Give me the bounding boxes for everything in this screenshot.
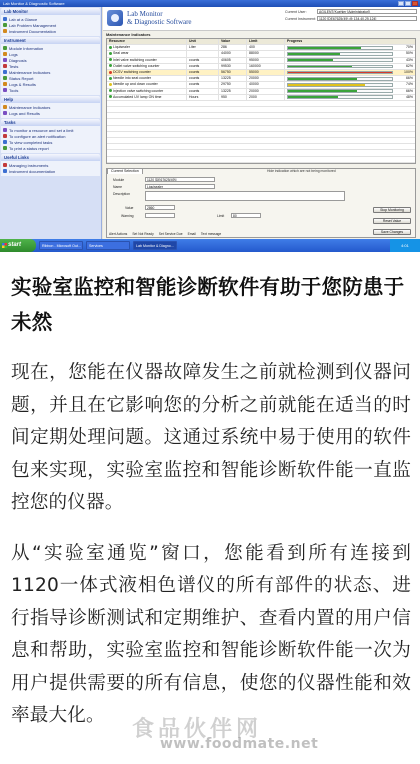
sidebar-item-label: To view completed tasks bbox=[9, 139, 53, 145]
sidebar-item-icon bbox=[3, 64, 7, 68]
taskbar-button[interactable]: Lab Monitor & Diagno... bbox=[133, 241, 177, 250]
name-field[interactable]: Liquisealer bbox=[145, 184, 215, 189]
sidebar-item-icon bbox=[3, 23, 7, 27]
sidebar-item[interactable] bbox=[3, 110, 98, 116]
table-cell-progress bbox=[285, 82, 395, 87]
app-header bbox=[103, 7, 420, 31]
value-field[interactable]: 2860 bbox=[145, 205, 175, 210]
table-cell-text: Injection valve switching counter bbox=[113, 88, 164, 93]
sidebar-group-title[interactable]: Help bbox=[1, 96, 100, 103]
sidebar-item-icon bbox=[3, 111, 7, 115]
sidebar-group-title[interactable]: Instrument bbox=[1, 37, 100, 44]
status-dot-icon bbox=[109, 83, 112, 86]
alert-action-tab[interactable]: Alert Actions bbox=[109, 232, 128, 236]
table-cell-text: 95000 bbox=[249, 57, 259, 62]
sidebar-item[interactable] bbox=[3, 145, 98, 151]
current-selection-panel bbox=[106, 168, 416, 238]
progress-percent: 70% bbox=[405, 45, 413, 50]
sidebar-item-label: To configure an alert notification bbox=[9, 133, 66, 139]
table-cell-text: 40605 bbox=[221, 57, 231, 62]
current-selection-tab[interactable]: Current Selection bbox=[107, 168, 143, 174]
table-cell-progress bbox=[285, 51, 395, 56]
table-cell-text: counts bbox=[189, 57, 200, 62]
sidebar-item-icon bbox=[3, 70, 7, 74]
sidebar-item[interactable] bbox=[3, 87, 98, 93]
system-clock: 4:01 bbox=[390, 239, 420, 252]
progress-percent: 66% bbox=[405, 76, 413, 81]
table-cell-resource bbox=[107, 51, 187, 56]
app-title-line1: Lab Monitor bbox=[127, 10, 163, 18]
maximize-icon[interactable] bbox=[405, 1, 411, 6]
table-cell-value bbox=[219, 51, 247, 56]
description-field[interactable] bbox=[145, 191, 345, 201]
sidebar bbox=[0, 7, 102, 239]
progress-fill bbox=[288, 53, 340, 55]
table-cell-text: 88000 bbox=[249, 51, 259, 56]
status-dot-icon bbox=[109, 95, 112, 98]
limit-field[interactable]: 80 bbox=[231, 213, 261, 218]
article-paragraph: 现在，您能在仪器故障发生之前就检测到仪器问题，并且在它影响您的分析之前就能在适当的时间定期处理问题。这通过系统中易于使用的软件包来实现，实验室监控和智能诊断软件能一直监控您的仪器。 bbox=[11, 362, 411, 513]
progress-fill bbox=[288, 90, 357, 92]
table-cell-text: Outlet valve switching counter bbox=[113, 63, 160, 68]
table-cell-text: Liquisealer bbox=[113, 45, 130, 50]
table-cell-unit bbox=[187, 64, 219, 69]
progress-fill bbox=[288, 72, 392, 74]
table-cell-text: counts bbox=[189, 69, 200, 74]
sidebar-item-label: Lab at a Glance bbox=[9, 16, 38, 22]
sidebar-item-icon bbox=[3, 105, 7, 109]
watermark-text: 食品伙伴网 bbox=[132, 717, 263, 742]
sidebar-group-body bbox=[1, 126, 100, 153]
table-cell-limit bbox=[247, 95, 285, 100]
sidebar-group bbox=[1, 8, 100, 36]
alert-action-tab[interactable]: Set Service Due bbox=[158, 232, 183, 236]
sidebar-item-icon bbox=[3, 169, 7, 173]
table-cell-value bbox=[219, 45, 247, 50]
table-cell-value bbox=[219, 76, 247, 81]
sidebar-item-label: Module Information bbox=[9, 45, 44, 51]
taskbar bbox=[0, 239, 420, 252]
table-cell-text: 56750 bbox=[221, 69, 231, 74]
table-cell-unit bbox=[187, 89, 219, 94]
table-cell-text: 13225 bbox=[221, 88, 231, 93]
value-label: Value bbox=[125, 206, 134, 210]
reset-value-button[interactable]: Reset Value bbox=[373, 218, 411, 224]
progress-percent: 50% bbox=[405, 51, 413, 56]
window-title: Lab Monitor & Diagnostic Software bbox=[3, 1, 65, 6]
article-paragraph: 从“实验室通览”窗口，您能看到所有连接到1120一体式液相色谱仪的所有部件的状态、进行指导诊断测试和定期维护、查看内置的用户信息和帮助，实验室监控和智能诊断软件能一次为用户提供需要的所有信息，使您的仪器性能和效率最大化。 bbox=[11, 542, 411, 726]
table-cell-text: Accumulated UV lamp ON time bbox=[113, 94, 162, 99]
window-controls bbox=[398, 1, 418, 6]
current-instrument-select[interactable]: 1120 [DE67625(49) @ 134.40.25.124] bbox=[317, 16, 417, 21]
sidebar-group bbox=[1, 37, 100, 95]
table-cell-progress bbox=[285, 89, 395, 94]
sidebar-group bbox=[1, 96, 100, 118]
table-cell-text: Needle up and down counter bbox=[113, 82, 158, 87]
table-cell-text: counts bbox=[189, 82, 200, 87]
status-dot-icon bbox=[109, 46, 112, 49]
start-button[interactable]: start bbox=[0, 239, 36, 252]
sidebar-item-label: Instrument Documentation bbox=[9, 28, 56, 34]
table-cell-text: counts bbox=[189, 88, 200, 93]
table-cell-resource bbox=[107, 58, 187, 63]
progress-percent: 74% bbox=[405, 82, 413, 87]
sidebar-item[interactable] bbox=[3, 28, 98, 34]
warning-label: Warning bbox=[121, 214, 134, 218]
table-cell-limit bbox=[247, 70, 285, 75]
table-cell-progress bbox=[285, 70, 395, 75]
progress-bar bbox=[287, 83, 393, 87]
table-cell-progress bbox=[285, 95, 395, 100]
sidebar-item-icon bbox=[3, 163, 7, 167]
table-cell-resource bbox=[107, 89, 187, 94]
table-cell-text: Hours bbox=[189, 94, 199, 99]
sidebar-group-body bbox=[1, 103, 100, 118]
table-cell-resource bbox=[107, 64, 187, 69]
table-cell-value bbox=[219, 95, 247, 100]
progress-bar bbox=[287, 71, 393, 75]
description-label: Description bbox=[113, 192, 130, 196]
table-cell-progress bbox=[285, 76, 395, 81]
sidebar-item-icon bbox=[3, 134, 7, 138]
sidebar-item-label: Tests bbox=[9, 63, 19, 69]
sidebar-item-label: Logs & Results bbox=[9, 81, 36, 87]
module-label: Module bbox=[113, 178, 125, 182]
sidebar-item-icon bbox=[3, 52, 7, 56]
status-dot-icon bbox=[109, 64, 112, 67]
sidebar-item-label: Logs bbox=[9, 51, 18, 57]
table-cell-value bbox=[219, 82, 247, 87]
current-user-label: Current User: bbox=[285, 10, 307, 14]
alert-action-tab[interactable]: Email bbox=[187, 232, 196, 236]
table-cell-unit bbox=[187, 51, 219, 56]
table-cell-text: 13225 bbox=[221, 76, 231, 81]
table-cell-text: Seal wear bbox=[113, 51, 129, 56]
sidebar-item-icon bbox=[3, 88, 7, 92]
sidebar-group-title[interactable]: Tasks bbox=[1, 119, 100, 126]
table-cell-value bbox=[219, 89, 247, 94]
taskbar-button[interactable]: Services bbox=[86, 241, 130, 250]
warning-field[interactable] bbox=[145, 213, 175, 218]
sidebar-item[interactable] bbox=[3, 168, 98, 174]
progress-bar bbox=[287, 65, 393, 69]
column-header[interactable]: Resource bbox=[107, 39, 187, 44]
sidebar-item-icon bbox=[3, 140, 7, 144]
table-cell-progress bbox=[285, 64, 395, 69]
progress-bar bbox=[287, 46, 393, 50]
sidebar-item-label: Logs and Results bbox=[9, 110, 40, 116]
status-dot-icon bbox=[109, 71, 112, 74]
article bbox=[11, 270, 411, 733]
table-cell-text: 20000 bbox=[249, 88, 259, 93]
app-logo-icon bbox=[107, 10, 123, 26]
table-cell-limit bbox=[247, 82, 285, 87]
app-title-line2: & Diagnostic Software bbox=[127, 18, 192, 26]
table-row-empty bbox=[107, 157, 415, 163]
table-cell-resource bbox=[107, 82, 187, 87]
progress-percent: 66% bbox=[405, 88, 413, 93]
sidebar-item-label: To monitor a resource and set a limit bbox=[9, 127, 74, 133]
table-cell-text: 40000 bbox=[249, 82, 259, 87]
progress-percent: 62% bbox=[405, 63, 413, 68]
progress-percent: 43% bbox=[405, 57, 413, 62]
limit-label: Limit bbox=[217, 214, 225, 218]
current-instrument-label: Current Instrument: bbox=[285, 17, 316, 21]
progress-percent: 48% bbox=[405, 94, 413, 99]
alert-action-tab[interactable]: Set Not Ready bbox=[132, 232, 154, 236]
table-cell-text: Liter bbox=[189, 45, 196, 50]
window-titlebar bbox=[0, 0, 420, 7]
status-dot-icon bbox=[109, 52, 112, 55]
table-cell-value bbox=[219, 64, 247, 69]
table-cell-limit bbox=[247, 89, 285, 94]
sidebar-item-label: Maintenance Indicators bbox=[9, 69, 51, 75]
alert-actions-bar bbox=[109, 232, 221, 236]
sidebar-item-label: Instrument documentation bbox=[9, 168, 56, 174]
sidebar-item-label: Diagnosis bbox=[9, 57, 27, 63]
table-cell-value bbox=[219, 70, 247, 75]
stop-monitoring-button[interactable]: Stop Monitoring bbox=[373, 207, 411, 213]
table-cell-text: 99530 bbox=[221, 63, 231, 68]
table-cell-text: Inlet valve switching counter bbox=[113, 57, 157, 62]
main-pane bbox=[103, 7, 420, 239]
alert-action-tab[interactable]: Text message bbox=[200, 232, 222, 236]
progress-bar bbox=[287, 58, 393, 62]
status-dot-icon bbox=[109, 89, 112, 92]
table-cell-unit bbox=[187, 76, 219, 81]
name-label: Name bbox=[113, 185, 123, 189]
table-cell-limit bbox=[247, 64, 285, 69]
sidebar-item-icon bbox=[3, 46, 7, 50]
table-cell-resource bbox=[107, 45, 187, 50]
status-dot-icon bbox=[109, 58, 112, 61]
column-header[interactable]: Limit bbox=[247, 39, 285, 44]
maintenance-table bbox=[106, 38, 416, 164]
table-cell-limit bbox=[247, 76, 285, 81]
software-screenshot bbox=[0, 0, 420, 252]
sidebar-item-icon bbox=[3, 146, 7, 150]
table-cell-text: 20000 bbox=[249, 76, 259, 81]
current-user-field[interactable]: AGILENT(Kuehler [Administrator]) bbox=[317, 9, 417, 14]
table-cell-text: 400 bbox=[249, 45, 255, 50]
sidebar-item-label: Status Report bbox=[9, 75, 34, 81]
table-cell-text: 2000 bbox=[249, 94, 257, 99]
hide-indication-checkbox[interactable]: Hide indication which are not being monitored bbox=[267, 169, 336, 173]
progress-fill bbox=[288, 66, 352, 68]
sidebar-item-label: Managing instruments bbox=[9, 162, 49, 168]
sidebar-item-icon bbox=[3, 58, 7, 62]
table-cell-text: 160000 bbox=[249, 63, 261, 68]
table-cell-resource bbox=[107, 76, 187, 81]
table-cell-text: counts bbox=[189, 76, 200, 81]
table-cell-text: DCSV switching counter bbox=[113, 69, 151, 74]
sidebar-group bbox=[1, 154, 100, 176]
table-cell-text: 55000 bbox=[249, 69, 259, 74]
sidebar-group-title[interactable]: Lab Monitor bbox=[1, 8, 100, 15]
sidebar-item-icon bbox=[3, 29, 7, 33]
table-cell-progress bbox=[285, 45, 395, 50]
progress-fill bbox=[288, 78, 357, 80]
column-header[interactable]: Value bbox=[219, 39, 247, 44]
column-header[interactable]: Unit bbox=[187, 39, 219, 44]
table-cell-text: Needle into seat counter bbox=[113, 76, 151, 81]
progress-bar bbox=[287, 89, 393, 93]
table-cell-resource bbox=[107, 95, 187, 100]
progress-fill bbox=[288, 96, 338, 98]
table-cell-limit bbox=[247, 58, 285, 63]
sidebar-group-body bbox=[1, 15, 100, 36]
table-cell-resource bbox=[107, 70, 187, 75]
table-cell-text: 286 bbox=[221, 45, 227, 50]
column-header[interactable]: Progress bbox=[287, 39, 303, 43]
table-cell-text: 29750 bbox=[221, 82, 231, 87]
sidebar-item-label: To print a status report bbox=[9, 145, 49, 151]
article-headline: 实验室监控和智能诊断软件有助于您防患于未然 bbox=[11, 275, 405, 334]
table-cell-text: counts bbox=[189, 63, 200, 68]
table-cell-text: 950 bbox=[221, 94, 227, 99]
save-changes-button[interactable]: Save Changes bbox=[373, 229, 411, 235]
progress-bar bbox=[287, 77, 393, 81]
maintenance-title: Maintenance Indicators bbox=[106, 32, 151, 37]
sidebar-item-icon bbox=[3, 76, 7, 80]
table-cell-progress bbox=[285, 58, 395, 63]
status-dot-icon bbox=[109, 77, 112, 80]
table-cell-unit bbox=[187, 45, 219, 50]
sidebar-item-label: Maintenance Indicators bbox=[9, 104, 51, 110]
table-cell-text: 44000 bbox=[221, 51, 231, 56]
table-cell-unit bbox=[187, 70, 219, 75]
progress-fill bbox=[288, 84, 365, 86]
progress-fill bbox=[288, 59, 333, 61]
sidebar-group bbox=[1, 119, 100, 153]
table-cell-limit bbox=[247, 45, 285, 50]
table-cell-unit bbox=[187, 95, 219, 100]
sidebar-item-icon bbox=[3, 128, 7, 132]
sidebar-item-icon bbox=[3, 17, 7, 21]
watermark-url: www.foodmate.net bbox=[160, 736, 319, 752]
sidebar-item-label: Lab Problem Management bbox=[9, 22, 57, 28]
progress-bar bbox=[287, 52, 393, 56]
table-cell-unit bbox=[187, 58, 219, 63]
sidebar-item-label: Tools bbox=[9, 87, 19, 93]
sidebar-item-icon bbox=[3, 82, 7, 86]
progress-fill bbox=[288, 47, 361, 49]
table-cell-unit bbox=[187, 82, 219, 87]
app-title bbox=[127, 10, 192, 26]
sidebar-group-body bbox=[1, 44, 100, 95]
module-field[interactable]: 1120 [DE67625(49)] bbox=[145, 177, 215, 182]
close-icon[interactable] bbox=[412, 1, 418, 6]
table-cell-limit bbox=[247, 51, 285, 56]
sidebar-group-body bbox=[1, 161, 100, 176]
table-cell-value bbox=[219, 58, 247, 63]
minimize-icon[interactable] bbox=[398, 1, 404, 6]
progress-bar bbox=[287, 95, 393, 99]
sidebar-group-title[interactable]: Useful Links bbox=[1, 154, 100, 161]
taskbar-button[interactable]: Ribbon - Microsoft Out... bbox=[39, 241, 83, 250]
progress-percent: 100% bbox=[404, 69, 413, 74]
